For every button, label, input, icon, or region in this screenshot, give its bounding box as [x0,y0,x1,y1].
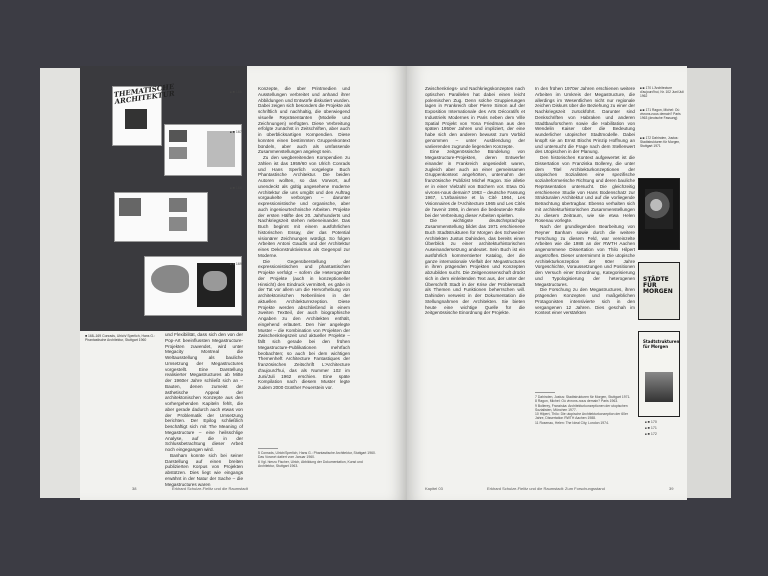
page-stack-left [40,68,85,498]
paragraph: Die wichtigste deutschsprachige Zusammenstellung bildet das 1971 erschienene Buch Stadtstrukturen für Morgen des Schweizer Architekten Justus Dahinden, das bereits einen Überblick zu einer architekturhistorischen Auseinandersetzung andeutet. Sein Buch ist ein ausführlich kommentierter Katalog, der die ganze internationale Vielfalt der Megastructures in ihren prägenden Projekten und Konzepten abzubilden sucht. Die Zeitgenossenschaft drückt sich in dem einleitenden Text aus, der unter der Überschrift Stadt in der Krise der Problemstadt als Themen und Funktionen beherrschen will. Dahinden verweist in der Dokumentation die Stellungnahmen der Architekten. Sie bieten heute eine wichtige Quelle für die zeitgenössische Einordnung der Projekte. [425,218,525,316]
paragraph: Den historischen Kontext aufgewertet ist die Dissertation von Franziska Bollerey, die unter dem Titel Architekturkonzeptionen der utopischen Sozialisten eine spezifische sozialreformerische Richtung und deren bauliche Repräsentation untersucht. Die gleichzeitig erschienene Studie von Hans Bodenschatz zur Strukturalen Architektur und auf die vorliegende Betrachtung übertragbar. Ebenso verhalten sich mit architekturhistorischen Zusammenstellungen zu diesem Zeitraum, wie sie etwa Helen Rosenau vorlegte. [535,155,635,224]
footnote-rule [258,448,278,449]
book-cover-title: STÄDTE FÜR MORGEN [643,276,673,295]
page-number-left: 38 [132,486,137,491]
paragraph: Zwischenkriegs- und Nachkriegskonzepten nach optischen Parallelen hat dabei einen leicht polemischen Zug. Denn solche Gruppierungen lagen in Frankreich über Pierre Simon auf der Exposition Internationale des Arts Décoratifs et Industriels Modernes in Paris neben dem Ville Spatial Projekt von Yona Friedman aus den späten 1950er Jahren und impliziert, der eine habe sich den anderen bewusst zum Vorbild genommen – unter Ausblendung der variierenden zugrunde liegenden Konzepte. [425,86,525,149]
right-column-1 [425,86,525,442]
paragraph: und Flexibilität, dass sich den von der Pop-Art beeinflussten Megastructure-Projekten zuwendet, wird unter Megacity Montreal die Weltausstellung als bauliche Umsetzung der Megastructures vorgestellt. Eine Darstellung realisierter Megastructures ab Mitte der 1960er Jahre schließt sich an – Bauten, denen zumeist der ästhetische Appeal der architektonischen Konzepte aus den vorhergehenden Kapiteln fehlt, die aber gerade dadurch auch etwas von der Problematik der Umsetzung berichten. Der Epilog schließlich beschäftigt sich mit The Meaning of Megastructure – eine heilsschlige Analyse, auf die in der Schlussbetrachtung dieser Arbeit noch eingegangen wird. [165,332,243,452]
sidebar-note-170: ■ ■ 170 L'Architecture d'aujourd'hui, Nr. 102 Juni/Juli 1962 [640,86,686,99]
chapter-label: Kapitel 03 [425,486,443,491]
figure-panel [80,66,247,331]
running-head-right: Erkhard Schulze-Fielitz und die Raumstadt: Zum Forschungsstand [487,486,605,491]
book-cover-image-2 [638,262,680,320]
paragraph: Banham konnte sich bei seiner Darstellung auf einen breiten publizierten Korpus von Projekten abstützen. Dies liegt wie eingangs erwähnt in der Natur der Sache – die Megastructures waren [165,452,243,487]
right-column-2 [535,86,635,386]
margin-ref-166: ■ ■ 166 [230,90,242,94]
left-column-2 [258,86,350,442]
paragraph: Nach der grundlegenden Bearbeitung von Reyner Banham sowie durch die weitere Forschung zu diesem Feld, war vereinzelte Arbeiten wie die 1988 an der RWTH Aachen angenommene Dissertation von Thilo Hilpert angetroffen. Dieser untermimmt in Die utopische Architekturkonzeption der 60er Jahre Vorgeschichte, Voraussetzungen und Positionen den Versuch einer Einordnung, Kategorisierung und Typologisierung der heterogenen Megastructures. [535,224,635,287]
right-footnotes [535,395,635,480]
paragraph: Eine zeitgenössische Bündelung von Megastructure-Projekten, deren Entwerfer einander in Frankreich angesiedelt waren, zugleich aber auch an einer gemeinsamen Gruppenkontext angehörten, unternahm der französische Publizist Michel Ragon. Sie alletie er in einer Vielzahl von Büchern vor. Etwa Où vivrons-nous demain? 1963 – deutsche Fassung 1967, L'Urbanisme et la Cité 1964, Les Visionnaires de l'Architecture 1965 und Les Cités de l'avenir 1966, in denen die bedeutende Rolle bei der Verbreitung dieser Arbeiten spielten. [425,149,525,218]
page-number-right: 39 [669,486,674,491]
margin-ref-169: ■ ■ 169 [230,262,242,266]
margin-ref-167: ■ ■ 167 [230,130,242,134]
book-cover-image-3 [638,331,680,417]
left-page [80,66,407,500]
right-page [407,66,687,500]
book-cover-title: Stadtstrukturen für Morgen [643,339,680,349]
left-footnotes [258,451,376,481]
margin-ref-168: ■ ■ 168 [230,186,242,190]
paragraph: In den frühen 1970er Jahren erschienen weitere Arbeiten im Umkreis der Megastructure, die allerdings im Wesentlichen nicht nur regionale zeichen Diskurs über die Beziehung zu einer der Nachkriegszeit zurückführt. Darunter sind Denkschriften von Habraken und anderen Stadtbauforschern sowie die Habilitation von Wendelin Kaiser über die Bedeutung wunderlicher utopischer Stadtmodelle. Dabei knüpft sie an Ernst Blochs Prinzip Hoffnung an und untersucht die Frage nach dem Stellenwert des Utopischen in der Planung. [535,86,635,155]
running-head-left: Erkhard Schulze-Fielitz und die Raumstadt [172,486,248,491]
figure-caption: ■ 168–169 Conrads, Ulrich/ Sperlich, Hans G.: Phantastische Architektur, Stuttgart 1960 [85,334,155,343]
paragraph: Die Forschung zu den Megastructures, ihren prägenden Konzepten und maßgeblichen Protagonisten intensivierte sich in den vergangenen 12 Jahren. Dies geschah im Kontext einer verstärkten [535,287,635,316]
thumbnail-title: THEMATISCHE ARCHITEKTUR [113,81,176,106]
spread-thumbnail-2 [114,192,208,242]
footnote: 11 Rosenau, Helen: The Ideal City, London 1974. [535,420,609,425]
book-cover-image-1 [638,178,680,250]
footnote: 9 Bollerey, Franziska: Architekturkonzeptionen der utopischen Sozialisten, München 1977. [535,403,628,412]
left-column-1 [165,332,243,487]
footnote: 6 Vgl. hierzu Fischer, Ulrich, Abbildung der Dokumentation, Kunst und Architektur, Stuttgart 1963. [258,459,363,468]
sidebar-ref-1: ■ ■ 170 [645,420,657,424]
sidebar-ref-2: ■ ■ 171 [645,426,657,430]
paragraph: Konzepte, die über Printmedien und Ausstellungen verbreitet und anhand ihrer Abbildungen und Entwürfe diskutiert wurden. Dabei zeigen sich besonders die Projekte als schriftlich und nachhaltig, die überwiegend visuelle Repräsentanten (Modelle und Zeichnungen) verfügten. Diese Verbreitung erfolgte zunächst in Zeitschriften, aber auch in überblicksartigen Kompendien. Diese konnten einen bestimmten Gruppenkontext bündeln, aber auch als umfassende Zusammenstellungen angelegt sein. [258,86,350,155]
spread-thumbnail-3 [144,256,242,316]
paragraph: Die Gegenüberstellung der expressionistischen und phantastischen Projekte verfolgt – sofern die Heterogenität der Projekte (auch in konzeptioneller Hinsicht) den Eindruck vermittelt, es gäbe in der Tat vor allem um die Hervorhebung von architektonischen Nebenlinien in der aktuellen Architekturrezeption. Diese Projekte werden abschließend in einem zweiten Textteil, der auch biographische Angaben zu den Architekten enthält, eingehend erläutert. Den hier angelegte Muster – die Kombination von Projekten der Zwischenkriegszeit und aktueller Projekte – fällt sich gerade bei den frühen Megastructure-Publikationen mehrfach beobachten; so auch bei dem wichtigen Themenheft Architecture Fantastiques der französischen Zeitschrift L'Architecture d'aujourd'hui, das als Nummer 102 im Juni/Juli 1962 erschien. Eine späte Kompilation nach diesem Muster legte zudem 2000 Günther Feuerstein vor. [258,258,350,390]
footnote: 5 Conrads, Ulrich/Sperlich, Hans G.: Phantastische Architektur, Stuttgart 1960. Das Vorwort datiert vom Januar 1960. [258,451,376,460]
sidebar-note-171: ■ ■ 171 Ragon, Michel: Où vivrons-nous demain? Paris 1963 (deutsche Fassung) [640,108,686,121]
footnote: 7 Dahinden, Justus: Stadtstrukturen für Morgen, Stuttgart 1971. [535,395,631,399]
footnote: 10 Hilpert, Thilo: Die utopische Architekturkonzeption der 60er Jahre, Dissertation RWTH Aachen 1988. [535,412,629,421]
footnote: 8 Ragon, Michel: Où vivrons-nous demain? Paris 1963. [535,399,619,404]
footnote-rule [535,392,555,393]
sidebar-note-172: ■ ■ 172 Dahinden, Justus: Stadtstrukturen für Morgen, Stuttgart 1971 [640,136,686,149]
sidebar-ref-3: ■ ■ 172 [645,432,657,436]
paragraph: Zu den wegbereitenden Kompendien zu zählen ist das 1959/60 von Ulrich Conrads und Hans Sperlich vorgelegte Buch Phantastische Architektur. Die beiden Autoren wollten, so das Vorwort, auf unendeckt als gültig angesehene moderne Architektur die uns umgibt und den Auftrag vorgaukelte verborgen – darunter expressionistische und organische, aber auch ingenieurtechnische Arbeiten. Projekte der ersten Hälfte des 20. Jahrhunderts und Nachkriegszeit stehen nebeneinander. Das Buch beginnt mit einem ausführlichen historischen Essay, der das Potential visionärer Zeichnungen würdigt. So folgen Arbeiten Antoni Gaudís und der Architektur eines Dekonstruktivismus als Gegenpol zur Moderne. [258,155,350,258]
